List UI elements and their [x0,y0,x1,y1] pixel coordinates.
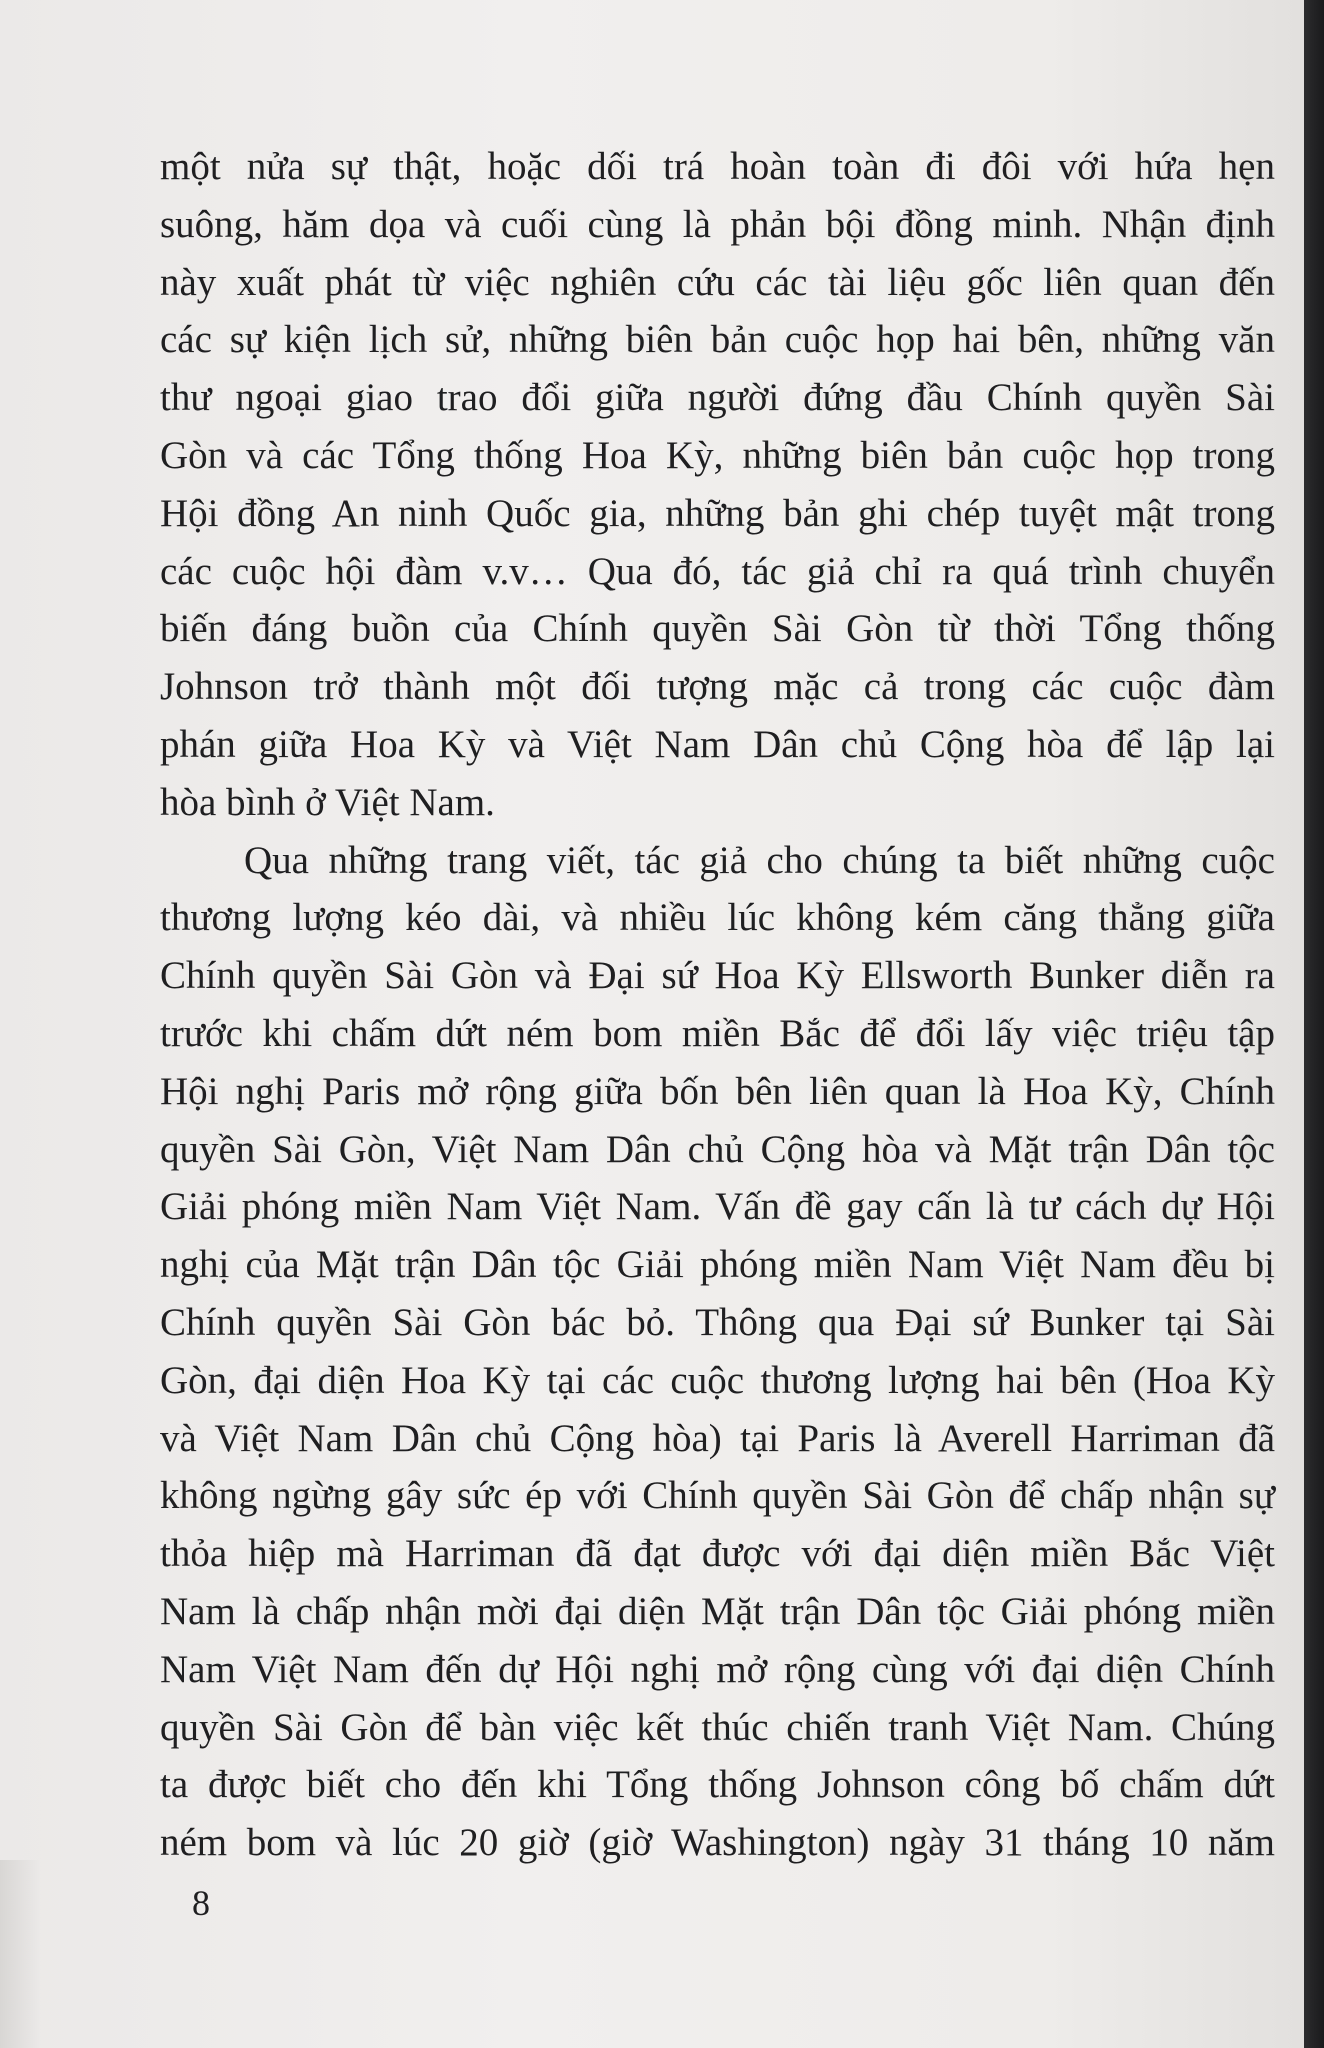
text-line: phán giữa Hoa Kỳ và Việt Nam Dân chủ Cộng hòa để lập lại [160,722,1275,766]
page-number: 8 [192,1883,210,1923]
text-line: Hội đồng An ninh Quốc gia, những bản ghi chép tuyệt mật trong [160,491,1275,535]
text-line: thương lượng kéo dài, và nhiều lúc không kém căng thẳng giữa [160,896,1275,940]
text-line: Chính quyền Sài Gòn bác bỏ. Thông qua Đại sứ Bunker tại Sài [160,1300,1275,1344]
text-line: không ngừng gây sức ép với Chính quyền Sài Gòn để chấp nhận sự [160,1474,1275,1518]
text-line: biến đáng buồn của Chính quyền Sài Gòn từ thời Tổng thống [160,607,1275,651]
text-line: quyền Sài Gòn, Việt Nam Dân chủ Cộng hòa và Mặt trận Dân tộc [160,1127,1275,1171]
text-line: Gòn, đại diện Hoa Kỳ tại các cuộc thương lượng hai bên (Hoa Kỳ [160,1358,1275,1402]
paragraph-1 [160,138,1275,832]
text-line: trước khi chấm dứt ném bom miền Bắc để đổi lấy việc triệu tập [160,1011,1275,1055]
text-line: Johnson trở thành một đối tượng mặc cả trong các cuộc đàm [160,665,1275,709]
text-line: Nam Việt Nam đến dự Hội nghị mở rộng cùng với đại diện Chính [160,1647,1275,1691]
text-line: ta được biết cho đến khi Tổng thống Johnson công bố chấm dứt [160,1763,1275,1807]
text-line: quyền Sài Gòn để bàn việc kết thúc chiến tranh Việt Nam. Chúng [160,1705,1275,1749]
text-line: ném bom và lúc 20 giờ (giờ Washington) ngày 31 tháng 10 năm [160,1821,1275,1865]
text-line: Qua những trang viết, tác giả cho chúng ta biết những cuộc [244,838,1275,882]
text-line: nghị của Mặt trận Dân tộc Giải phóng miền Nam Việt Nam đều bị [160,1243,1275,1287]
text-line: các sự kiện lịch sử, những biên bản cuộc họp hai bên, những văn [160,318,1275,362]
text-line: và Việt Nam Dân chủ Cộng hòa) tại Paris là Averell Harriman đã [160,1416,1275,1460]
text-line: Chính quyền Sài Gòn và Đại sứ Hoa Kỳ Ellsworth Bunker diễn ra [160,954,1275,998]
text-line: Nam là chấp nhận mời đại diện Mặt trận Dân tộc Giải phóng miền [160,1589,1275,1633]
text-line: Hội nghị Paris mở rộng giữa bốn bên liên quan là Hoa Kỳ, Chính [160,1069,1275,1113]
text-line: một nửa sự thật, hoặc dối trá hoàn toàn đi đôi với hứa hẹn [160,145,1275,188]
book-spine-shadow [1304,0,1324,2048]
text-line: Gòn và các Tổng thống Hoa Kỳ, những biên bản cuộc họp trong [160,433,1275,477]
text-line: thỏa hiệp mà Harriman đã đạt được với đại diện miền Bắc Việt [160,1532,1275,1576]
text-line: các cuộc hội đàm v.v… Qua đó, tác giả chỉ ra quá trình chuyển [160,549,1275,593]
text-line: hòa bình ở Việt Nam. [160,780,495,824]
text-line: suông, hăm dọa và cuối cùng là phản bội đồng minh. Nhận định [160,202,1275,246]
paragraph-2 [160,832,1275,1872]
page-edge [0,1860,40,2048]
text-line: này xuất phát từ việc nghiên cứu các tài liệu gốc liên quan đến [160,260,1275,304]
text-line: Giải phóng miền Nam Việt Nam. Vấn đề gay cấn là tư cách dự Hội [160,1185,1275,1229]
body-text [160,138,1275,1872]
text-line: thư ngoại giao trao đổi giữa người đứng đầu Chính quyền Sài [160,376,1275,420]
